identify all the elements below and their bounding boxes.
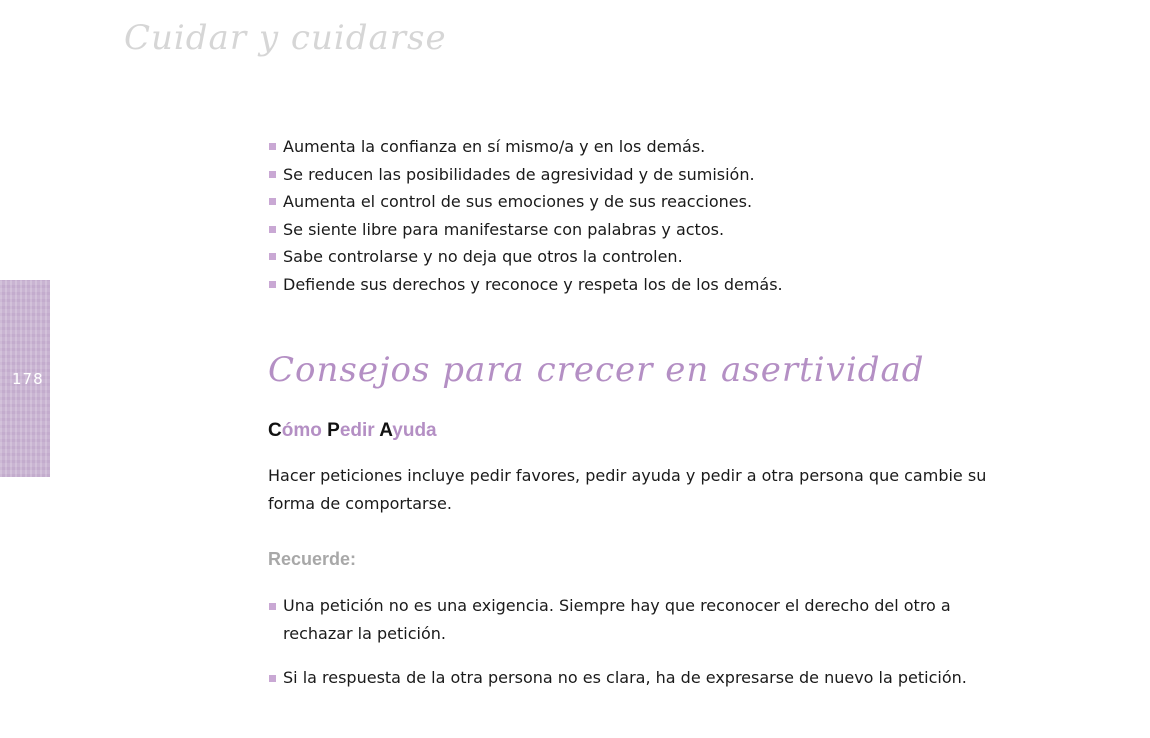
square-bullet-icon: [269, 281, 276, 288]
list-item: Si la respuesta de la otra persona no es clara, ha de expresarse de nuevo la petición.: [268, 664, 988, 692]
list-item: Aumenta la confianza en sí mismo/a y en los demás.: [268, 133, 988, 161]
square-bullet-icon: [269, 171, 276, 178]
list-item: Sabe controlarse y no deja que otros la controlen.: [268, 243, 988, 271]
square-bullet-icon: [269, 226, 276, 233]
list-item: Aumenta el control de sus emociones y de sus reacciones.: [268, 188, 988, 216]
square-bullet-icon: [269, 143, 276, 150]
benefits-list: [268, 133, 988, 299]
list-item: Se siente libre para manifestarse con palabras y actos.: [268, 216, 988, 244]
square-bullet-icon: [269, 253, 276, 260]
subheading: Cómo Pedir Ayuda: [268, 420, 437, 441]
list-item: Se reducen las posibilidades de agresividad y de sumisión.: [268, 161, 988, 189]
square-bullet-icon: [269, 675, 276, 682]
square-bullet-icon: [269, 198, 276, 205]
running-head-title: Cuidar y cuidarse: [124, 18, 447, 58]
page-number: 178: [12, 370, 44, 388]
list-item: Defiende sus derechos y reconoce y respeta los de los demás.: [268, 271, 988, 299]
section-title: Consejos para crecer en asertividad: [268, 350, 925, 390]
remember-label: Recuerde:: [268, 549, 357, 569]
intro-paragraph: Hacer peticiones incluye pedir favores, pedir ayuda y pedir a otra persona que cambie su forma de comportarse.: [268, 466, 987, 513]
list-item: Una petición no es una exigencia. Siempre hay que reconocer el derecho del otro a rechazar la petición.: [268, 592, 988, 648]
square-bullet-icon: [269, 603, 276, 610]
